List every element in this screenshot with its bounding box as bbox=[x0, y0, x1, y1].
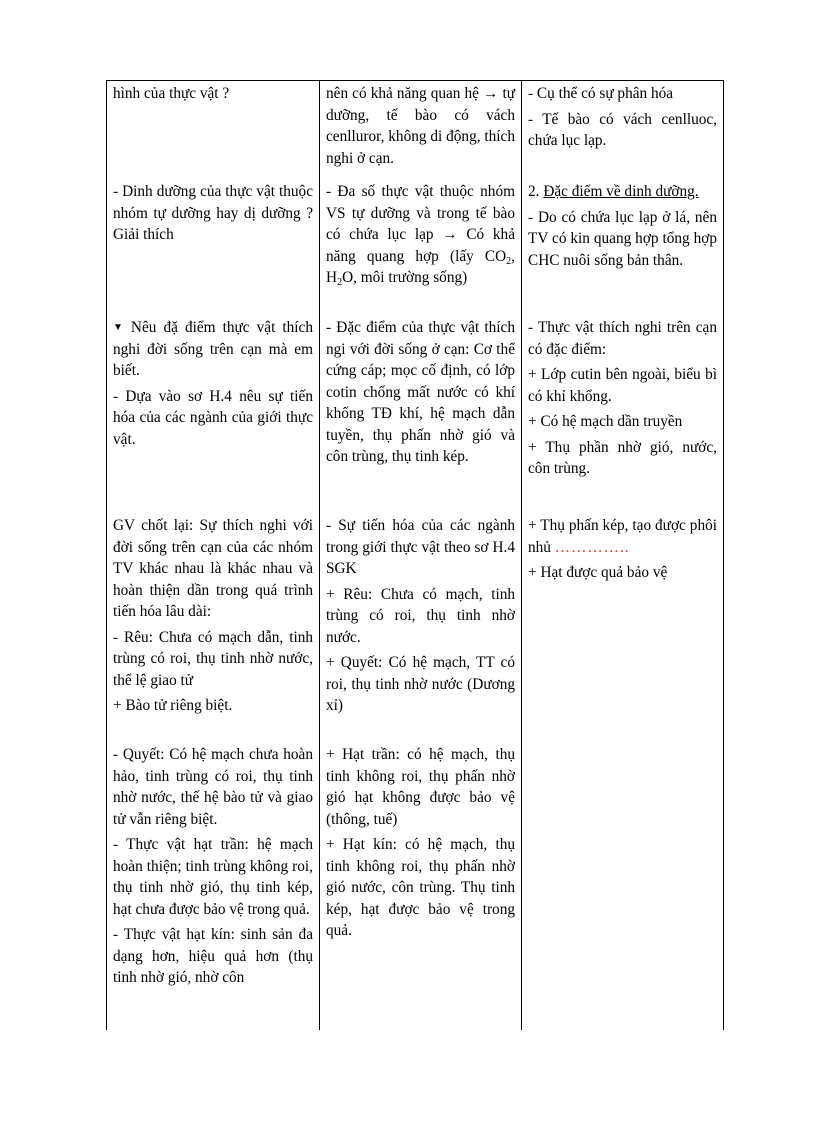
row3-teacher bbox=[113, 317, 313, 454]
text-paragraph: + Thụ phần nhờ gió, nước, côn trùng. bbox=[528, 438, 717, 477]
text-paragraph: - Cụ thể có sự phân hóa bbox=[528, 85, 674, 102]
heading-text: Đặc điểm về dinh dưỡng. bbox=[543, 183, 699, 200]
text-paragraph bbox=[113, 317, 313, 382]
text-paragraph: - Dinh dưỡng của thực vật thuộc nhóm tự dưỡng hay dị dưỡng ? Giải thích bbox=[113, 183, 313, 243]
text-paragraph: - Do có chứa lục lạp ở lá, nên TV có kin quang hợp tổng hợp CHC nuôi sống bản thân. bbox=[528, 208, 717, 269]
subscript: 2 bbox=[506, 255, 512, 267]
row2-student bbox=[326, 181, 515, 293]
text-paragraph: - Đặc điểm của thực vật thích ngi với đời sống ở cạn: Cơ thể cứng cáp; mọc cố định, có lớp cotin chống mất nước có khí khổng TĐ khí, hệ mạch dẫn tuyền, thụ phấn nhờ gió và côn trùng, thụ tinh kép. bbox=[326, 319, 515, 465]
text-paragraph: - Dựa vào sơ H.4 nêu sự tiến hóa của các ngành của giới thực vật. bbox=[113, 387, 313, 448]
text-span: , H bbox=[326, 247, 515, 286]
text-paragraph: + Bào tử riêng biệt. bbox=[113, 697, 233, 714]
row5-teacher bbox=[113, 744, 313, 993]
lesson-table bbox=[106, 80, 724, 1030]
row4-student bbox=[326, 515, 515, 721]
row1-content bbox=[528, 83, 717, 156]
text-paragraph: - Rêu: Chưa có mạch dẫn, tinh trùng có roi, thụ tinh nhờ nước, thể lệ giao tử bbox=[113, 628, 313, 689]
text-paragraph: - Thực vật hạt kín: sinh sản đa dạng hơn, hiệu quả hơn (thụ tinh nhờ gió, nhờ côn bbox=[113, 926, 313, 986]
text-paragraph: GV chốt lại: Sự thích nghi với đời sống trên cạn của các nhóm TV khác nhau là khác nhau và hoàn thiện dần trong quá trình tiến hóa lâu dài: bbox=[113, 517, 313, 620]
row2-content bbox=[528, 181, 717, 275]
text-paragraph bbox=[528, 515, 717, 558]
text-paragraph: + Hạt kín: có hệ mạch, thụ tinh không roi, thụ phấn nhờ gió nước, côn trùng. Thụ tinh kép, hạt được bảo vệ trong quả. bbox=[326, 836, 515, 939]
placeholder-dots: ………….. bbox=[554, 538, 630, 556]
text-paragraph: - Tế bào có vách cenlluoc, chứa lục lạp. bbox=[528, 110, 717, 149]
text-span: + Thụ phấn kép, tạo được phôi nhủ bbox=[528, 517, 717, 556]
triangle-down-bullet-icon: ▼ bbox=[113, 322, 123, 333]
text-paragraph: - Thực vật hạt trần: hệ mạch hoàn thiện; tinh trùng không roi, thụ tinh nhờ gió, thụ tinh kép, hạt chưa được bảo vệ trong quả. bbox=[113, 836, 313, 918]
text-span: O, môi trường sống) bbox=[342, 269, 468, 286]
row4-teacher bbox=[113, 515, 313, 721]
row1-teacher bbox=[113, 83, 313, 109]
text-paragraph: - Sự tiến hóa của các ngành trong giới thực vật theo sơ H.4 SGK bbox=[326, 517, 515, 577]
row3-content bbox=[528, 317, 717, 484]
text-paragraph: + Rêu: Chưa có mạch, tinh trùng có roi, thụ tinh nhờ nước. bbox=[326, 585, 515, 646]
row5-student bbox=[326, 744, 515, 946]
heading-number: 2. bbox=[528, 183, 540, 200]
text-paragraph: + Hạt được quả bảo vệ bbox=[528, 564, 668, 581]
row1-student bbox=[326, 83, 515, 173]
section-heading bbox=[528, 181, 717, 203]
content-column bbox=[522, 81, 723, 1030]
subscript: 2 bbox=[337, 277, 343, 288]
row4-content bbox=[528, 515, 717, 588]
student-column bbox=[320, 81, 522, 1030]
text-span: - Đa số thực vật thuộc nhóm VS tự dưỡng và trong tế bào có chứa lục lạp → Có khả năng quang hợp (lấy CO bbox=[326, 183, 515, 265]
text-paragraph: + Lớp cutin bên ngoài, biểu bì có khỉ khổng. bbox=[528, 366, 717, 405]
text-paragraph: hình của thực vật ? bbox=[113, 85, 230, 102]
row2-teacher bbox=[113, 181, 313, 250]
teacher-column bbox=[107, 81, 320, 1030]
text-paragraph: - Quyết: Có hệ mạch chưa hoàn hảo, tinh trùng có roi, thụ tinh nhờ nước, thế hệ bào tử và giao tử vẫn riêng biệt. bbox=[113, 746, 313, 828]
text-paragraph: + Có hệ mạch dần truyền bbox=[528, 413, 683, 430]
row3-student bbox=[326, 317, 515, 472]
text-paragraph: + Hạt trần: có hệ mạch, thụ tinh không roi, thụ phấn nhờ gió hạt không được bảo vệ (thông, tuế) bbox=[326, 746, 515, 828]
text-paragraph: + Quyết: Có hệ mạch, TT có roi, thụ tinh nhờ nước (Dương xỉ) bbox=[326, 654, 515, 714]
text-paragraph: - Thực vật thích nghi trên cạn có đặc điểm: bbox=[528, 319, 717, 358]
text-span: Nêu đặ điểm thực vật thích nghi đời sống trên cạn mà em biết. bbox=[113, 319, 313, 379]
text-paragraph bbox=[326, 181, 515, 289]
text-paragraph: nên có khả năng quan hệ → tự dưỡng, tế bào có vách cenlluror, không di động, thích nghi ở cạn. bbox=[326, 85, 515, 167]
